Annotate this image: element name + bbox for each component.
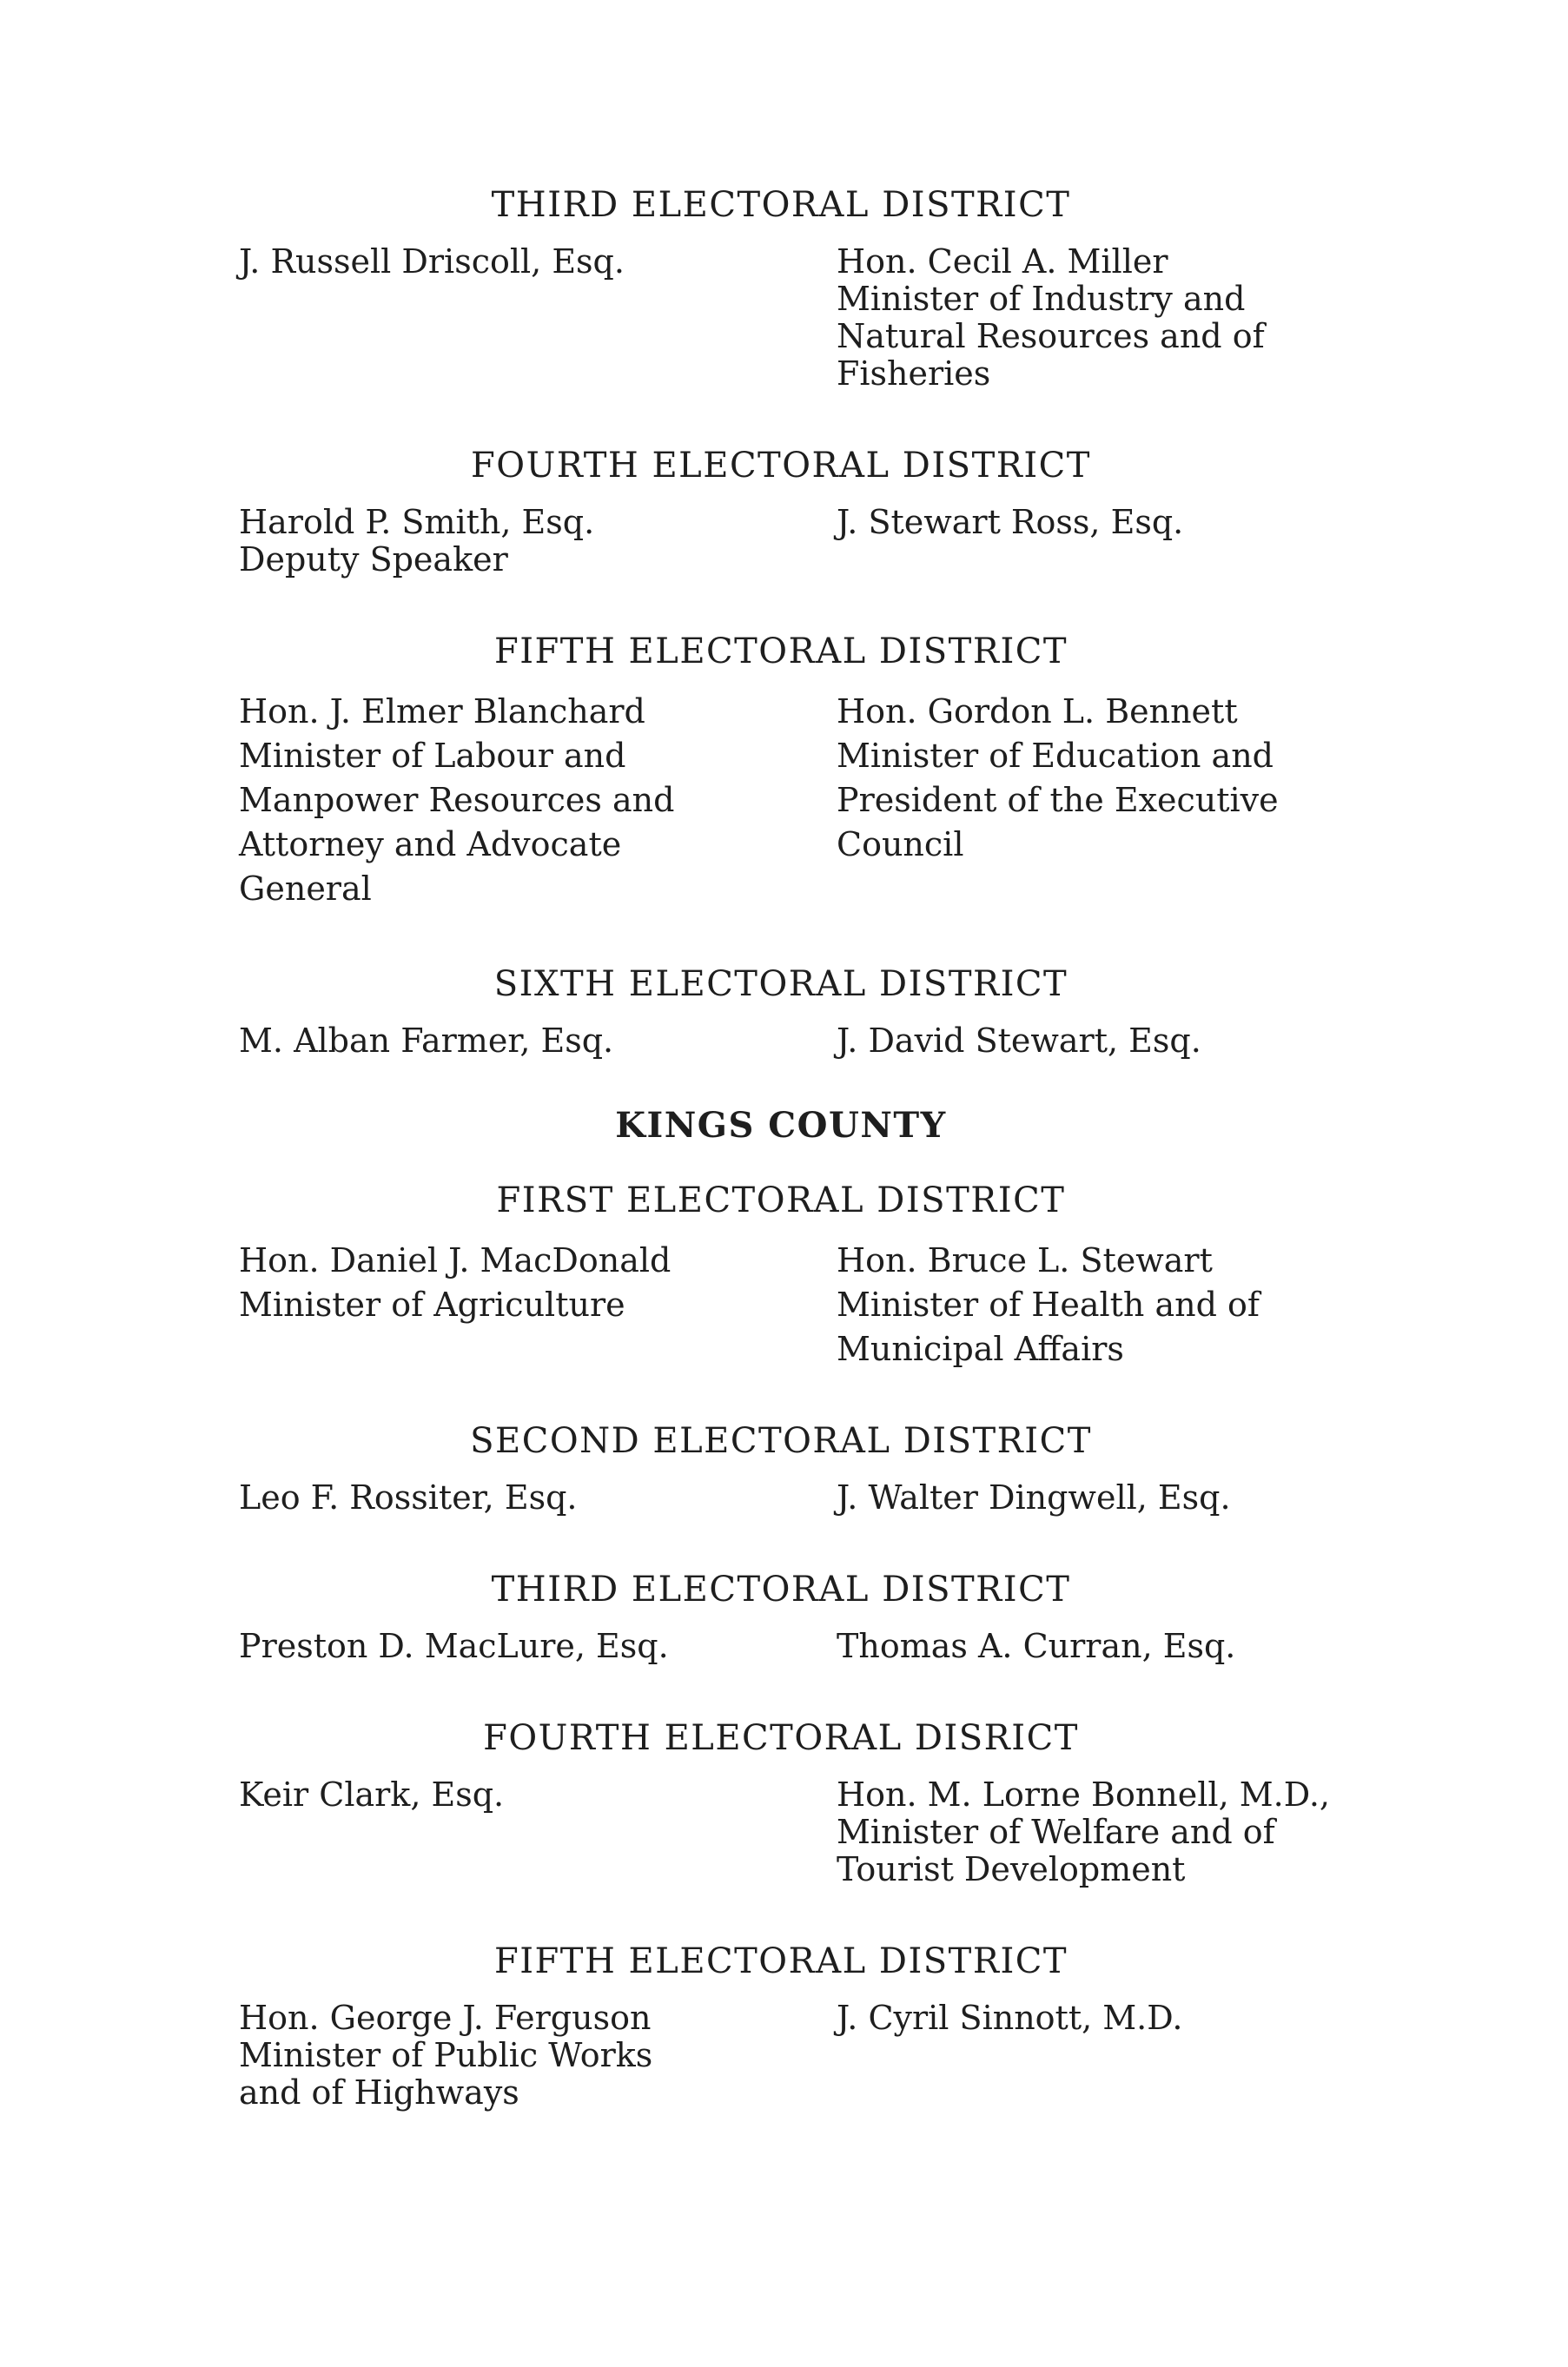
county-heading: KINGS COUNTY [615, 1105, 947, 1146]
member-line: Municipal Affairs [837, 1330, 1124, 1368]
left-member [239, 1239, 837, 1372]
member-line: Minister of Agriculture [239, 1286, 625, 1324]
district-section [239, 1420, 1368, 1517]
member-line: Fisheries [837, 354, 991, 393]
district-heading: FIFTH ELECTORAL DISTRICT [493, 1941, 1068, 1981]
member-line: J. David Stewart, Esq. [837, 1022, 1201, 1060]
district-heading: THIRD ELECTORAL DISTRICT [491, 185, 1071, 225]
left-member [239, 1776, 837, 1888]
right-member [837, 1239, 1368, 1372]
member-columns [239, 1776, 1368, 1888]
right-member [837, 2000, 1368, 2112]
district-section [239, 445, 1368, 579]
right-member [837, 690, 1368, 911]
right-member [837, 243, 1368, 393]
left-member [239, 690, 837, 911]
member-columns [239, 2000, 1368, 2112]
right-member [837, 1479, 1368, 1517]
member-line: Minister of Welfare and of [837, 1813, 1275, 1851]
district-heading: FIRST ELECTORAL DISTRICT [496, 1180, 1066, 1220]
member-line: Harold P. Smith, Esq. [239, 503, 595, 541]
district-section [239, 184, 1368, 393]
member-columns [239, 1239, 1368, 1372]
right-member [837, 504, 1368, 579]
district-section [239, 631, 1368, 911]
member-line: Thomas A. Curran, Esq. [837, 1627, 1236, 1665]
member-line: Hon. J. Elmer Blanchard [239, 692, 645, 731]
member-line: Minister of Industry and [837, 280, 1246, 318]
member-line: Tourist Development [837, 1850, 1186, 1888]
left-member [239, 1022, 837, 1060]
member-columns [239, 1479, 1368, 1517]
district-heading: FOURTH ELECTORAL DISRICT [483, 1718, 1079, 1758]
member-columns [239, 690, 1368, 911]
member-line: and of Highways [239, 2073, 519, 2112]
member-line: Preston D. MacLure, Esq. [239, 1627, 669, 1665]
left-member [239, 243, 837, 393]
member-line: Natural Resources and of [837, 317, 1265, 355]
left-member [239, 2000, 837, 2112]
district-heading: FOURTH ELECTORAL DISTRICT [471, 446, 1091, 486]
member-line: General [239, 869, 372, 908]
district-heading: THIRD ELECTORAL DISTRICT [491, 1570, 1071, 1610]
member-line: Minister of Labour and [239, 737, 626, 775]
member-line: J. Stewart Ross, Esq. [837, 503, 1184, 541]
member-line: Deputy Speaker [239, 540, 508, 579]
district-heading: FIFTH ELECTORAL DISTRICT [493, 631, 1068, 671]
member-line: President of the Executive [837, 781, 1279, 819]
member-line: J. Walter Dingwell, Esq. [837, 1478, 1231, 1517]
member-line: Attorney and Advocate [239, 825, 622, 863]
left-member [239, 1628, 837, 1665]
member-line: Hon. Cecil A. Miller [837, 242, 1168, 281]
district-section [239, 1717, 1368, 1888]
member-line: J. Russell Driscoll, Esq. [239, 242, 625, 281]
member-line: Hon. Daniel J. MacDonald [239, 1241, 672, 1279]
district-section [239, 1105, 1368, 1372]
left-member [239, 1479, 837, 1517]
member-line: Minister of Public Works [239, 2036, 653, 2074]
member-line: Hon. George J. Ferguson [239, 1999, 652, 2037]
member-columns [239, 243, 1368, 393]
district-heading: SECOND ELECTORAL DISTRICT [470, 1421, 1092, 1461]
district-section [239, 963, 1368, 1060]
right-member [837, 1628, 1368, 1665]
member-line: Council [837, 825, 964, 863]
district-section [239, 1941, 1368, 2112]
right-member [837, 1022, 1368, 1060]
member-line: Leo F. Rossiter, Esq. [239, 1478, 578, 1517]
member-columns [239, 1628, 1368, 1665]
member-line: M. Alban Farmer, Esq. [239, 1022, 614, 1060]
district-section [239, 1569, 1368, 1665]
member-line: Hon. Gordon L. Bennett [837, 692, 1238, 731]
right-member [837, 1776, 1368, 1888]
member-line: Keir Clark, Esq. [239, 1775, 505, 1814]
member-columns [239, 504, 1368, 579]
member-columns [239, 1022, 1368, 1060]
member-line: J. Cyril Sinnott, M.D. [837, 1999, 1183, 2037]
left-member [239, 504, 837, 579]
member-line: Hon. Bruce L. Stewart [837, 1241, 1213, 1279]
member-line: Hon. M. Lorne Bonnell, M.D., [837, 1775, 1330, 1814]
member-line: Minister of Education and [837, 737, 1274, 775]
district-heading: SIXTH ELECTORAL DISTRICT [493, 964, 1068, 1004]
member-line: Manpower Resources and [239, 781, 675, 819]
member-line: Minister of Health and of [837, 1286, 1260, 1324]
